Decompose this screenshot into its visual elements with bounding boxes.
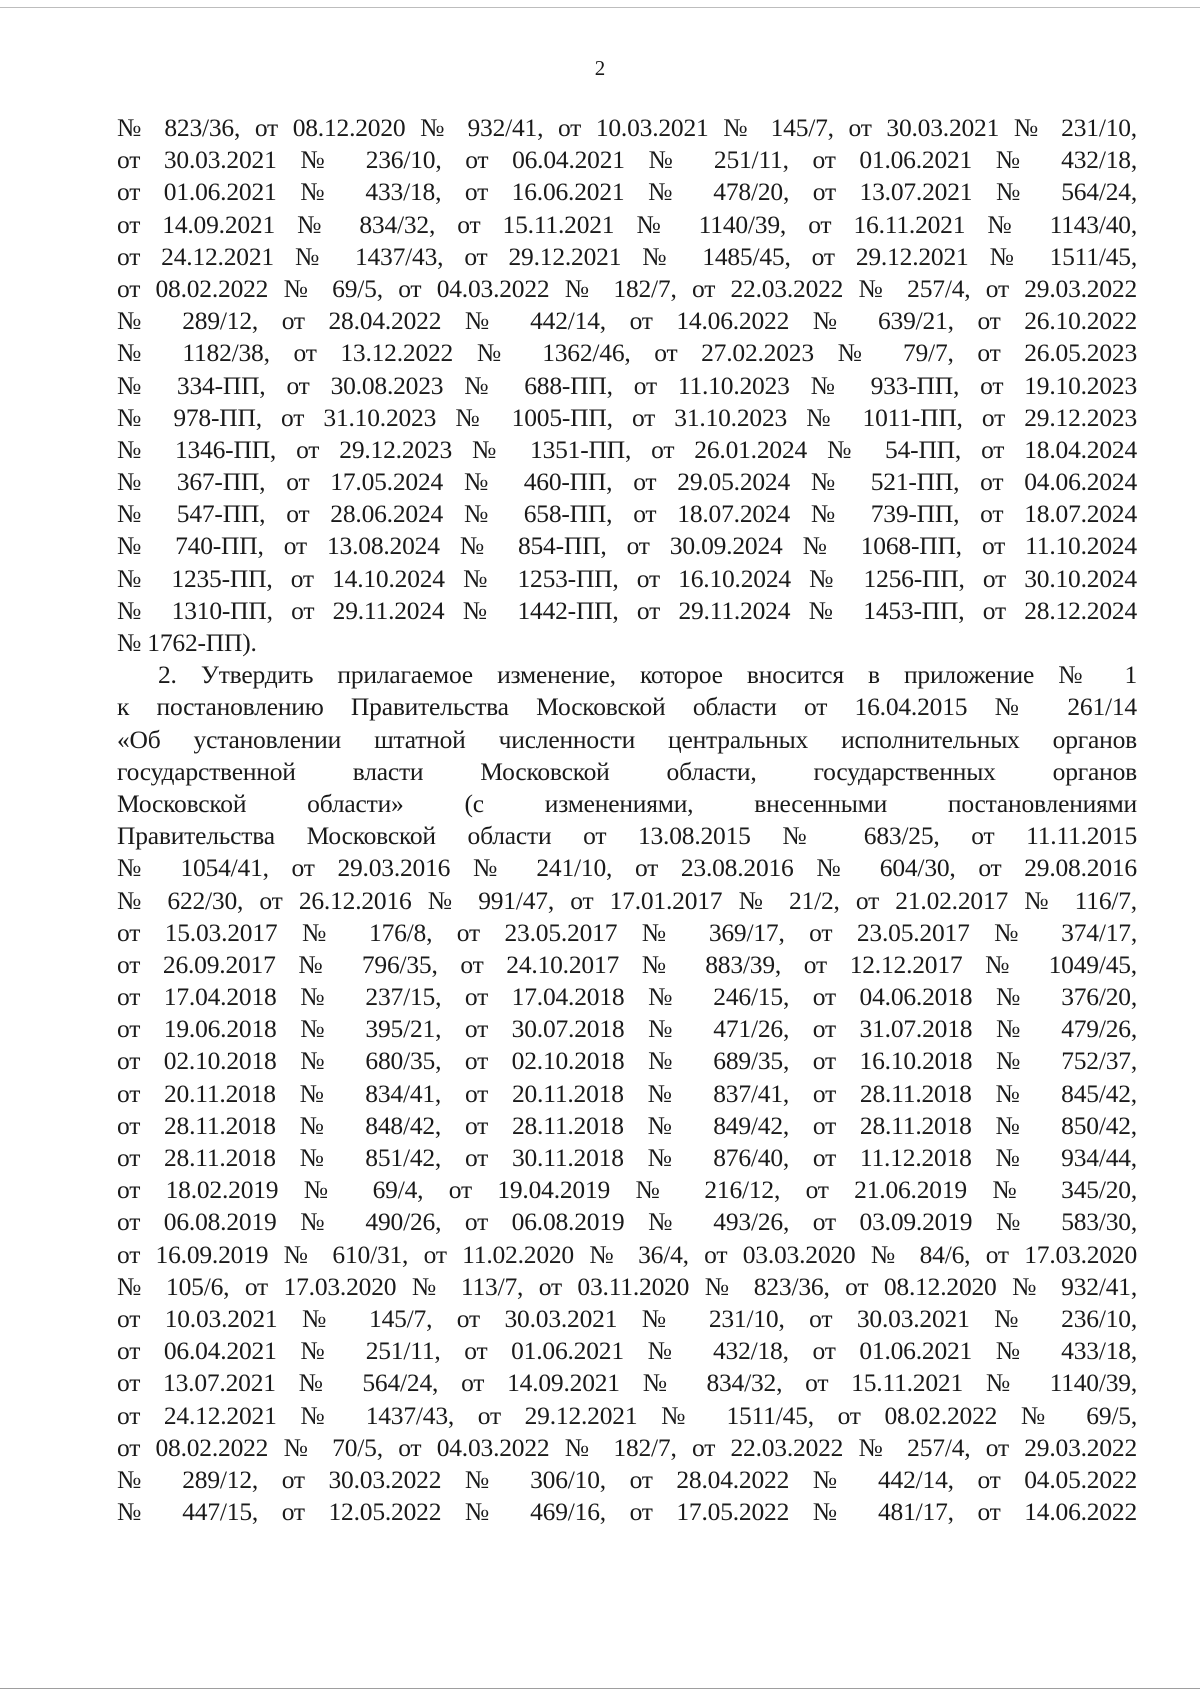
text-line: от 08.02.2022 № 69/5, от 04.03.2022 № 182/7, от 22.03.2022 № 257/4, от 29.03.2022 <box>117 273 1137 303</box>
scan-bottom-edge <box>0 1688 1200 1689</box>
text-line: от 26.09.2017 № 796/35, от 24.10.2017 № 883/39, от 12.12.2017 № 1049/45, <box>117 949 1137 979</box>
text-line: от 24.12.2021 № 1437/43, от 29.12.2021 № 1511/45, от 08.02.2022 № 69/5, <box>117 1400 1137 1430</box>
text-line: от 28.11.2018 № 851/42, от 30.11.2018 № 876/40, от 11.12.2018 № 934/44, <box>117 1143 1137 1172</box>
scan-top-edge <box>0 7 1200 8</box>
text-line: № 447/15, от 12.05.2022 № 469/16, от 17.05.2022 № 481/17, от 14.06.2022 <box>117 1497 1137 1527</box>
page-number: 2 <box>594 56 606 80</box>
text-line: от 02.10.2018 № 680/35, от 02.10.2018 № 689/35, от 16.10.2018 № 752/37, <box>117 1046 1137 1076</box>
text-line: от 13.07.2021 № 564/24, от 14.09.2021 № 834/32, от 15.11.2021 № 1140/39, <box>117 1368 1137 1398</box>
text-line: от 08.02.2022 № 70/5, от 04.03.2022 № 182/7, от 22.03.2022 № 257/4, от 29.03.2022 <box>117 1432 1137 1462</box>
text-line: № 823/36, от 08.12.2020 № 932/41, от 10.03.2021 № 145/7, от 30.03.2021 № 231/10, <box>117 113 1137 142</box>
text-line: Правительства Московской области от 13.08.2015 № 683/25, от 11.11.2015 <box>117 821 1137 851</box>
text-line: к постановлению Правительства Московской области от 16.04.2015 № 261/14 <box>117 692 1137 722</box>
text-line: от 20.11.2018 № 834/41, от 20.11.2018 № 837/41, от 28.11.2018 № 845/42, <box>117 1078 1137 1108</box>
text-line: Московской области» (с изменениями, внесенными постановлениями <box>117 788 1137 818</box>
text-line: от 15.03.2017 № 176/8, от 23.05.2017 № 369/17, от 23.05.2017 № 374/17, <box>117 917 1137 947</box>
text-line: № 1235-ПП, от 14.10.2024 № 1253-ПП, от 16.10.2024 № 1256-ПП, от 30.10.2024 <box>117 563 1137 593</box>
text-line: от 24.12.2021 № 1437/43, от 29.12.2021 № 1485/45, от 29.12.2021 № 1511/45, <box>117 241 1137 271</box>
text-line: № 334-ПП, от 30.08.2023 № 688-ПП, от 11.10.2023 № 933-ПП, от 19.10.2023 <box>117 370 1137 400</box>
text-line: № 547-ПП, от 28.06.2024 № 658-ПП, от 18.07.2024 № 739-ПП, от 18.07.2024 <box>117 499 1137 529</box>
text-line: № 622/30, от 26.12.2016 № 991/47, от 17.01.2017 № 21/2, от 21.02.2017 № 116/7, <box>117 885 1137 915</box>
text-line: от 06.04.2021 № 251/11, от 01.06.2021 № 432/18, от 01.06.2021 № 433/18, <box>117 1336 1137 1366</box>
text-line: от 10.03.2021 № 145/7, от 30.03.2021 № 231/10, от 30.03.2021 № 236/10, <box>117 1303 1137 1333</box>
text-line: «Об установлении штатной численности центральных исполнительных органов <box>117 724 1137 754</box>
paragraph-2-start: 2. Утвердить прилагаемое изменение, которое вносится в приложение № 1 <box>158 660 1137 690</box>
text-line: № 289/12, от 28.04.2022 № 442/14, от 14.06.2022 № 639/21, от 26.10.2022 <box>117 306 1137 336</box>
text-line: № 1182/38, от 13.12.2022 № 1362/46, от 27.02.2023 № 79/7, от 26.05.2023 <box>117 338 1137 368</box>
text-line: № 1346-ПП, от 29.12.2023 № 1351-ПП, от 26.01.2024 № 54-ПП, от 18.04.2024 <box>117 434 1137 464</box>
text-line: № 978-ПП, от 31.10.2023 № 1005-ПП, от 31.10.2023 № 1011-ПП, от 29.12.2023 <box>117 402 1137 432</box>
text-line: государственной власти Московской области, государственных органов <box>117 756 1137 786</box>
text-line: № 740-ПП, от 13.08.2024 № 854-ПП, от 30.09.2024 № 1068-ПП, от 11.10.2024 <box>117 531 1137 561</box>
text-line: от 17.04.2018 № 237/15, от 17.04.2018 № 246/15, от 04.06.2018 № 376/20, <box>117 982 1137 1012</box>
text-line: от 14.09.2021 № 834/32, от 15.11.2021 № 1140/39, от 16.11.2021 № 1143/40, <box>117 209 1137 239</box>
text-line: от 19.06.2018 № 395/21, от 30.07.2018 № 471/26, от 31.07.2018 № 479/26, <box>117 1014 1137 1044</box>
text-line: № 289/12, от 30.03.2022 № 306/10, от 28.04.2022 № 442/14, от 04.05.2022 <box>117 1464 1137 1494</box>
text-line: от 18.02.2019 № 69/4, от 19.04.2019 № 216/12, от 21.06.2019 № 345/20, <box>117 1175 1137 1205</box>
text-line: № 1310-ПП, от 29.11.2024 № 1442-ПП, от 29.11.2024 № 1453-ПП, от 28.12.2024 <box>117 595 1137 625</box>
text-line: от 06.08.2019 № 490/26, от 06.08.2019 № 493/26, от 03.09.2019 № 583/30, <box>117 1207 1137 1237</box>
text-line: от 28.11.2018 № 848/42, от 28.11.2018 № 849/42, от 28.11.2018 № 850/42, <box>117 1110 1137 1140</box>
text-line: от 01.06.2021 № 433/18, от 16.06.2021 № 478/20, от 13.07.2021 № 564/24, <box>117 177 1137 207</box>
text-line: от 16.09.2019 № 610/31, от 11.02.2020 № 36/4, от 03.03.2020 № 84/6, от 17.03.2020 <box>117 1239 1137 1269</box>
text-line: № 105/6, от 17.03.2020 № 113/7, от 03.11.2020 № 823/36, от 08.12.2020 № 932/41, <box>117 1271 1137 1301</box>
text-line: № 1762-ПП). <box>117 628 257 657</box>
text-line: от 30.03.2021 № 236/10, от 06.04.2021 № 251/11, от 01.06.2021 № 432/18, <box>117 145 1137 175</box>
text-line: № 367-ПП, от 17.05.2024 № 460-ПП, от 29.05.2024 № 521-ПП, от 04.06.2024 <box>117 467 1137 497</box>
text-line: № 1054/41, от 29.03.2016 № 241/10, от 23.08.2016 № 604/30, от 29.08.2016 <box>117 853 1137 883</box>
document-body <box>117 112 1137 1528</box>
